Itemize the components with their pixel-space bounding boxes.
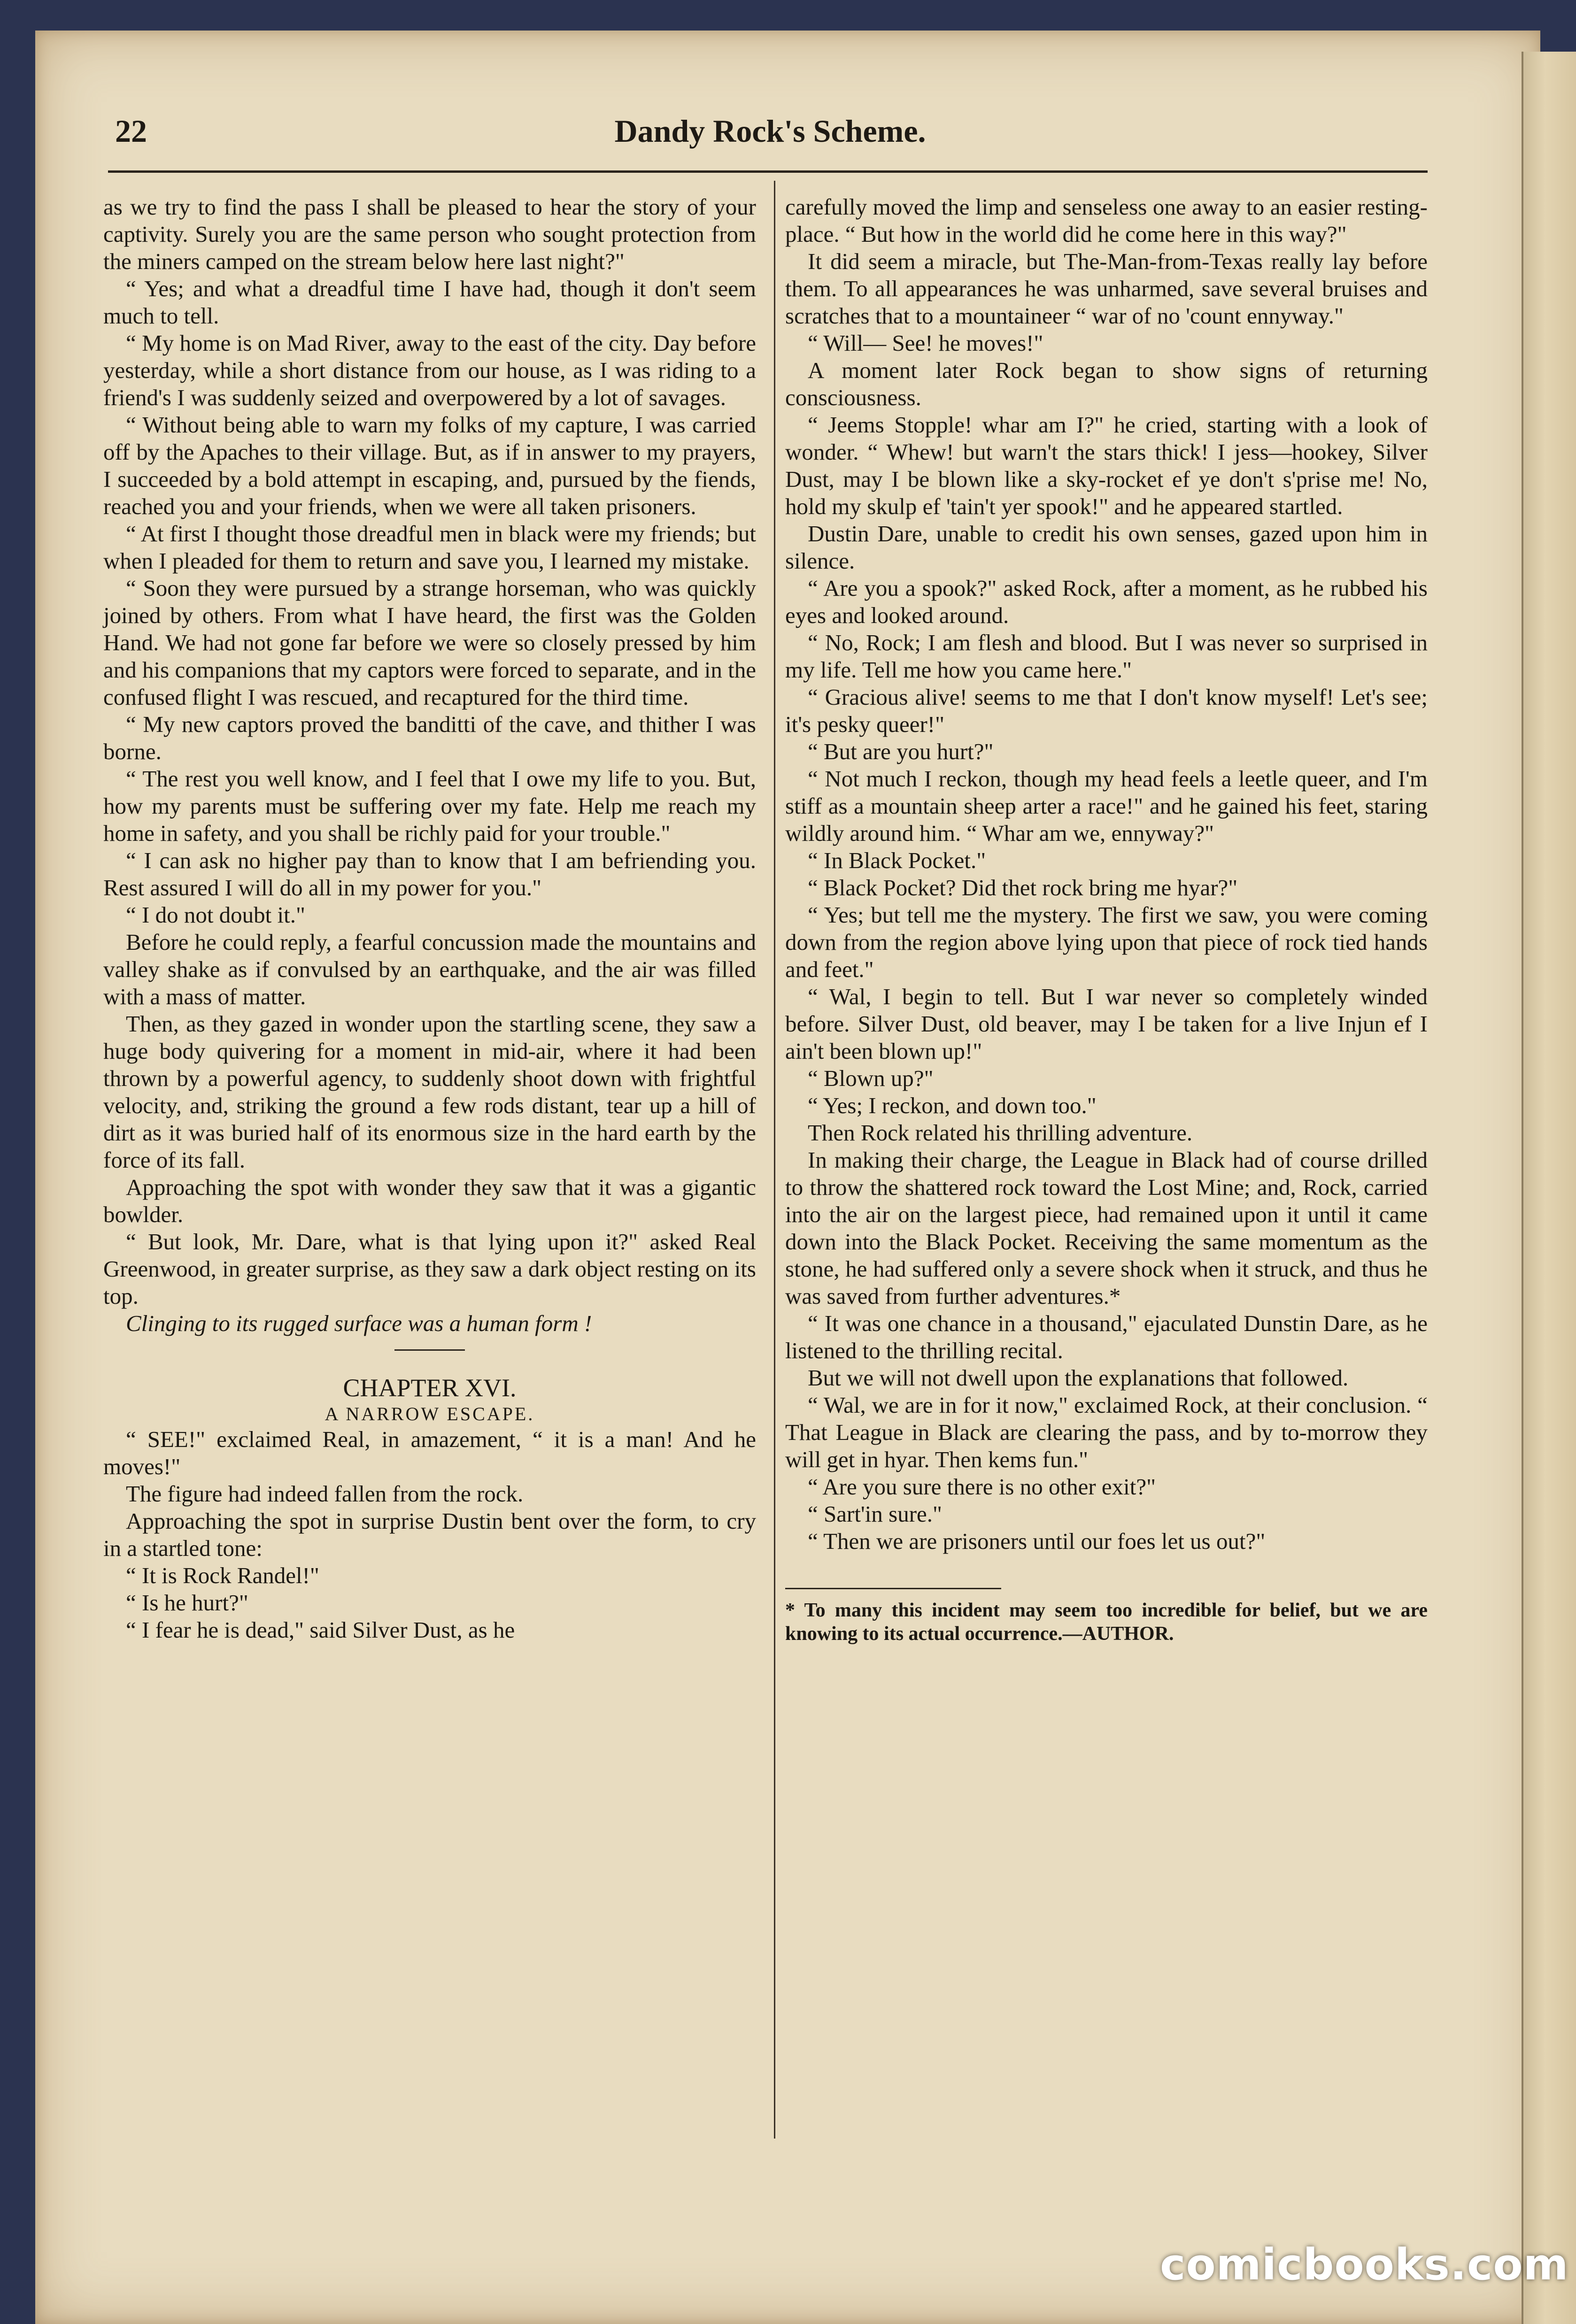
- chapter-divider: [394, 1349, 465, 1351]
- paragraph: “ Soon they were pursued by a strange horseman, who was quickly joined by others. From what I have heard, the first was the Golden Hand. We had not gone far before we were so closely pressed by him and his companions that my captors were forced to separate, and in the confused flight I was rescued, and recaptured for the third time.: [103, 575, 756, 710]
- paragraph: “ It was one chance in a thousand," ejaculated Dunstin Dare, as he listened to the thrilling recital.: [785, 1310, 1428, 1363]
- italic-paragraph: Clinging to its rugged surface was a human form !: [126, 1310, 592, 1336]
- paragraph: “ No, Rock; I am flesh and blood. But I was never so surprised in my life. Tell me how you came here.": [785, 630, 1428, 683]
- paragraph: “ Wal, I begin to tell. But I war never so completely winded before. Silver Dust, old beaver, may I be taken for a live Injun ef I ain't been blown up!": [785, 984, 1428, 1064]
- paragraph: “ I do not doubt it.": [126, 902, 306, 928]
- page-title: Dandy Rock's Scheme.: [614, 113, 926, 149]
- paragraph: “ It is Rock Randel!": [126, 1562, 319, 1588]
- page-spine-edge: [1522, 52, 1576, 2324]
- paragraph: “ Then we are prisoners until our foes let us out?": [808, 1528, 1266, 1554]
- paragraph: “ I can ask no higher pay than to know that I am befriending you. Rest assured I will do all in my power for you.": [103, 847, 756, 900]
- footnote-divider: [785, 1588, 1001, 1589]
- paragraph: But we will not dwell upon the explanations that followed.: [808, 1365, 1349, 1391]
- right-text-column: [785, 193, 1428, 1646]
- paragraph: as we try to find the pass I shall be pleased to hear the story of your captivity. Surely you are the same person who sought protection from the miners camped on the stream below here last night?": [103, 194, 756, 274]
- page-number: 22: [115, 113, 147, 149]
- paragraph: “ Are you sure there is no other exit?": [808, 1474, 1156, 1500]
- chapter-subtitle: A NARROW ESCAPE.: [324, 1403, 535, 1424]
- paragraph: “ Gracious alive! seems to me that I don't know myself! Let's see; it's pesky queer!": [785, 684, 1428, 737]
- paragraph: “ Yes; and what a dreadful time I have had, though it don't seem much to tell.: [103, 276, 756, 329]
- paragraph: Approaching the spot in surprise Dustin bent over the form, to cry in a startled tone:: [103, 1508, 756, 1561]
- paragraph: “ At first I thought those dreadful men in black were my friends; but when I pleaded for them to return and save you, I learned my mistake.: [103, 521, 756, 574]
- left-text-column: [103, 193, 756, 1644]
- paragraph: A moment later Rock began to show signs of returning consciousness.: [785, 357, 1428, 410]
- paragraph: In making their charge, the League in Black had of course drilled to throw the shattered rock toward the Lost Mine; and, Rock, carried into the air on the largest piece, had remained upon it until it came down into the Black Pocket. Receiving the same momentum as the stone, he had suffered only a severe shock when it struck, and thus he was saved from further adventures.*: [785, 1147, 1428, 1309]
- paragraph: “ SEE!" exclaimed Real, in amazement, “ it is a man! And he moves!": [103, 1426, 756, 1479]
- paragraph: “ Sart'in sure.": [808, 1501, 943, 1527]
- paragraph: “ Yes; I reckon, and down too.": [808, 1093, 1097, 1118]
- paragraph: “ Are you a spook?" asked Rock, after a moment, as he rubbed his eyes and looked around.: [785, 575, 1428, 628]
- paragraph: “ In Black Pocket.": [808, 847, 986, 873]
- paragraph: “ Yes; but tell me the mystery. The first we saw, you were coming down from the region above lying upon that piece of rock tied hands and feet.": [785, 902, 1428, 982]
- paragraph: “ My home is on Mad River, away to the east of the city. Day before yesterday, while a short distance from our house, as I was riding to a friend's I was suddenly seized and overpowered by a lot of savages.: [103, 330, 756, 410]
- footnote: * To many this incident may seem too incredible for belief, but we are knowing to its actual occurrence.—AUTHOR.: [785, 1600, 1428, 1645]
- paragraph: Before he could reply, a fearful concussion made the mountains and valley shake as if convulsed by an earthquake, and the air was filled with a mass of matter.: [103, 929, 756, 1009]
- page-header: [115, 113, 1425, 164]
- site-watermark: comicbooks.com: [1160, 2239, 1569, 2290]
- paragraph: “ Will— See! he moves!": [808, 330, 1043, 356]
- paragraph: “ The rest you well know, and I feel that I owe my life to you. But, how my parents must be suffering over my fate. Help me reach my home in safety, and you shall be richly paid for your trouble.": [103, 766, 756, 846]
- paragraph: Approaching the spot with wonder they saw that it was a gigantic bowlder.: [103, 1174, 756, 1227]
- paragraph: “ Is he hurt?": [126, 1590, 248, 1616]
- column-divider: [774, 181, 775, 2139]
- paragraph: “ Wal, we are in for it now," exclaimed Rock, at their conclusion. “ That League in Black are clearing the pass, and by to-morrow they will get in hyar. Then kems fun.": [785, 1392, 1428, 1472]
- paragraph: “ But are you hurt?": [808, 739, 994, 764]
- paragraph: “ Not much I reckon, though my head feels a leetle queer, and I'm stiff as a mountain sheep arter a race!" and he gained his feet, staring wildly around him. “ Whar am we, ennyway?": [785, 766, 1428, 846]
- paragraph: The figure had indeed fallen from the rock.: [126, 1481, 524, 1507]
- paragraph: carefully moved the limp and senseless one away to an easier resting-place. “ But how in the world did he come here in this way?": [785, 194, 1428, 247]
- paragraph: It did seem a miracle, but The-Man-from-Texas really lay before them. To all appearances he was unharmed, save several bruises and scratches that to a mountaineer “ war of no 'count ennyway.": [785, 248, 1428, 329]
- paragraph: “ Blown up?": [808, 1065, 934, 1091]
- paragraph: “ I fear he is dead," said Silver Dust, as he: [126, 1617, 515, 1643]
- chapter-heading: CHAPTER XVI.: [343, 1374, 517, 1402]
- header-divider: [108, 170, 1428, 173]
- paragraph: “ But look, Mr. Dare, what is that lying upon it?" asked Real Greenwood, in greater surprise, as they saw a dark object resting on its top.: [103, 1229, 756, 1309]
- paragraph: Then, as they gazed in wonder upon the startling scene, they saw a huge body quivering for a moment in mid-air, where it had been thrown by a powerful agency, to suddenly shoot down with frightful velocity, and, striking the ground a few rods distant, tear up a hill of dirt as it was buried half of its enormous size in the hard earth by the force of its fall.: [103, 1011, 756, 1173]
- paragraph: “ Black Pocket? Did thet rock bring me hyar?": [808, 875, 1238, 900]
- paragraph: Dustin Dare, unable to credit his own senses, gazed upon him in silence.: [785, 521, 1428, 574]
- paragraph: “ Jeems Stopple! whar am I?" he cried, starting with a look of wonder. “ Whew! but warn't the stars thick! I jess—hookey, Silver Dust, may I be blown like a sky-rocket ef ye don't s'prise me! No, hold my skulp ef 'tain't yer spook!" and he appeared startled.: [785, 412, 1428, 519]
- paragraph: “ Without being able to warn my folks of my capture, I was carried off by the Apaches to their village. But, as if in answer to my prayers, I succeeded by a bold attempt in escaping, and, pursued by the fiends, reached you and your friends, when we were all taken prisoners.: [103, 412, 756, 519]
- paragraph: “ My new captors proved the banditti of the cave, and thither I was borne.: [103, 711, 756, 764]
- paragraph: Then Rock related his thrilling adventure.: [808, 1120, 1193, 1146]
